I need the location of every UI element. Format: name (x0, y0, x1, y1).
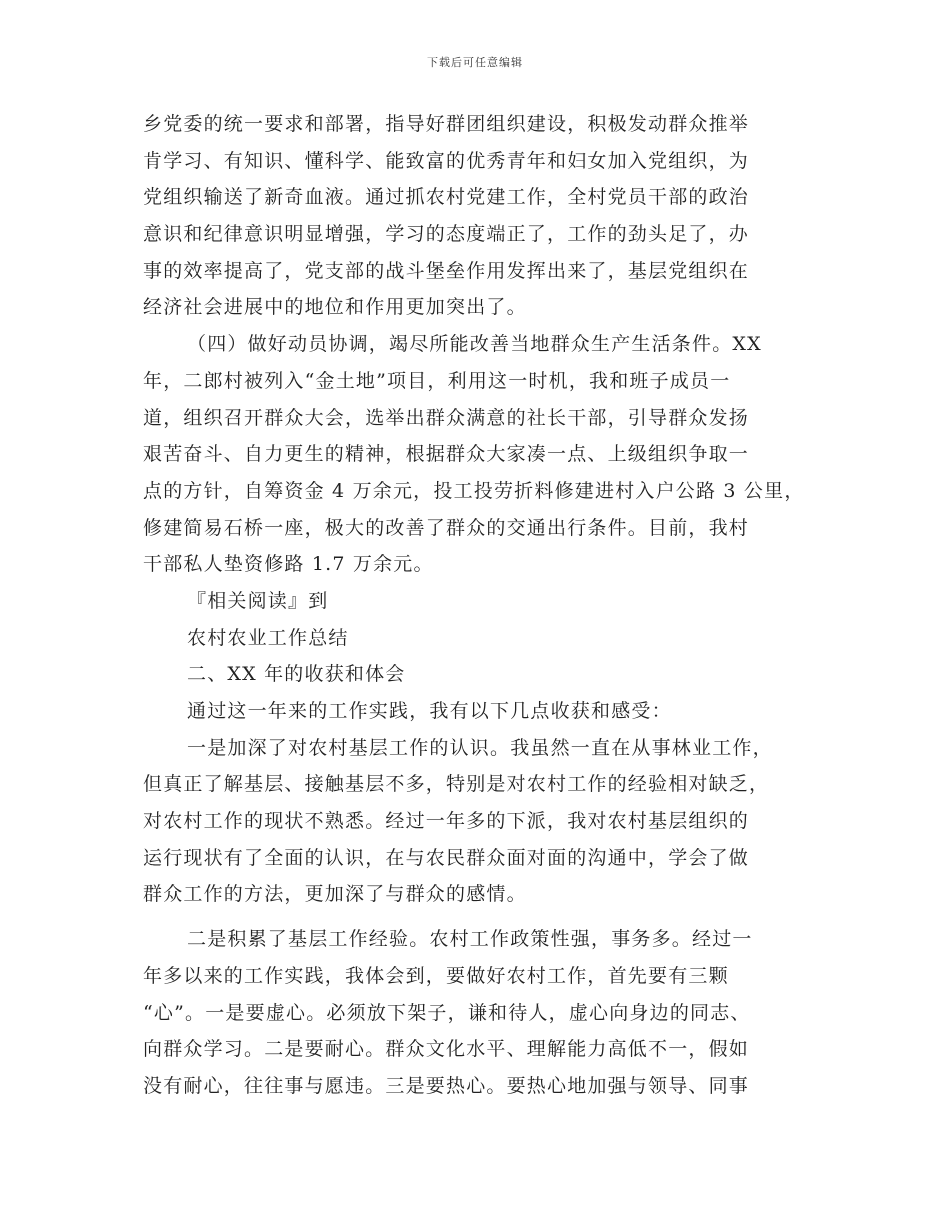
text-line: 没有耐心，往往事与愿违。三是要热心。要热心地加强与领导、同事 (143, 1074, 750, 1097)
text-line: 干部私人垫资修路 1.7 万余元。 (143, 553, 434, 576)
text-line: 党组织输送了新奇血液。通过抓农村党建工作，全村党员干部的政治 (143, 186, 750, 209)
paragraph-start-line: 一是加深了对农村基层工作的认识。我虽然一直在从事林业工作， (187, 736, 773, 759)
text-line: 肯学习、有知识、懂科学、能致富的优秀青年和妇女加入党组织，为 (143, 149, 750, 172)
text-line: 道，组织召开群众大会，选举出群众满意的社长干部，引导群众发扬 (143, 406, 750, 429)
text-line: 但真正了解基层、接触基层不多，特别是对农村工作的经验相对缺乏， (143, 773, 770, 796)
text-line: 乡党委的统一要求和部署，指导好群团组织建设，积极发动群众推举 (143, 113, 750, 135)
text-line: 修建简易石桥一座，极大的改善了群众的交通出行条件。目前，我村 (143, 516, 750, 539)
text-line: 意识和纪律意识明显增强，学习的态度端正了，工作的劲头足了，办 (143, 223, 750, 246)
paragraph-start-line: 通过这一年来的工作实践，我有以下几点收获和感受： (187, 700, 672, 722)
text-line: 经济社会进展中的地位和作用更加突出了。 (143, 296, 527, 319)
document-body (143, 106, 803, 1105)
paragraph-start-line: 二是积累了基层工作经验。农村工作政策性强，事务多。经过一 (187, 928, 753, 951)
text-line: 事的效率提高了，党支部的战斗堡垒作用发挥出来了，基层党组织在 (143, 259, 750, 282)
text-line: 点的方针，自筹资金 4 万余元，投工投劳折料修建进村入户公路 3 公里， (143, 479, 805, 502)
text-line: 艰苦奋斗、自力更生的精神，根据群众大家凑一点、上级组织争取一 (143, 443, 750, 466)
text-line: 运行现状有了全面的认识，在与农民群众面对面的沟通中，学会了做 (143, 846, 750, 869)
related-reading-line: 『相关阅读』到 (187, 589, 329, 612)
text-line: 向群众学习。二是要耐心。群众文化水平、理解能力高低不一，假如 (143, 1038, 750, 1061)
section-title: 农村农业工作总结 (187, 626, 349, 649)
section-heading: 二、XX 年的收获和体会 (187, 663, 406, 686)
text-line: 年，二郎村被列入“金土地”项目，利用这一时机，我和班子成员一 (143, 369, 731, 392)
text-line: 群众工作的方法，更加深了与群众的感情。 (143, 883, 527, 906)
page-header: 下载后可任意编辑 (427, 56, 523, 69)
text-line: “心”。一是要虚心。必须放下架子，谦和待人，虚心向身边的同志、 (143, 1001, 751, 1024)
paragraph-start-line: （四）做好动员协调，竭尽所能改善当地群众生产生活条件。XX (187, 333, 762, 356)
text-line: 年多以来的工作实践，我体会到，要做好农村工作，首先要有三颗 (143, 964, 729, 987)
text-line: 对农村工作的现状不熟悉。经过一年多的下派，我对农村基层组织的 (143, 810, 750, 833)
